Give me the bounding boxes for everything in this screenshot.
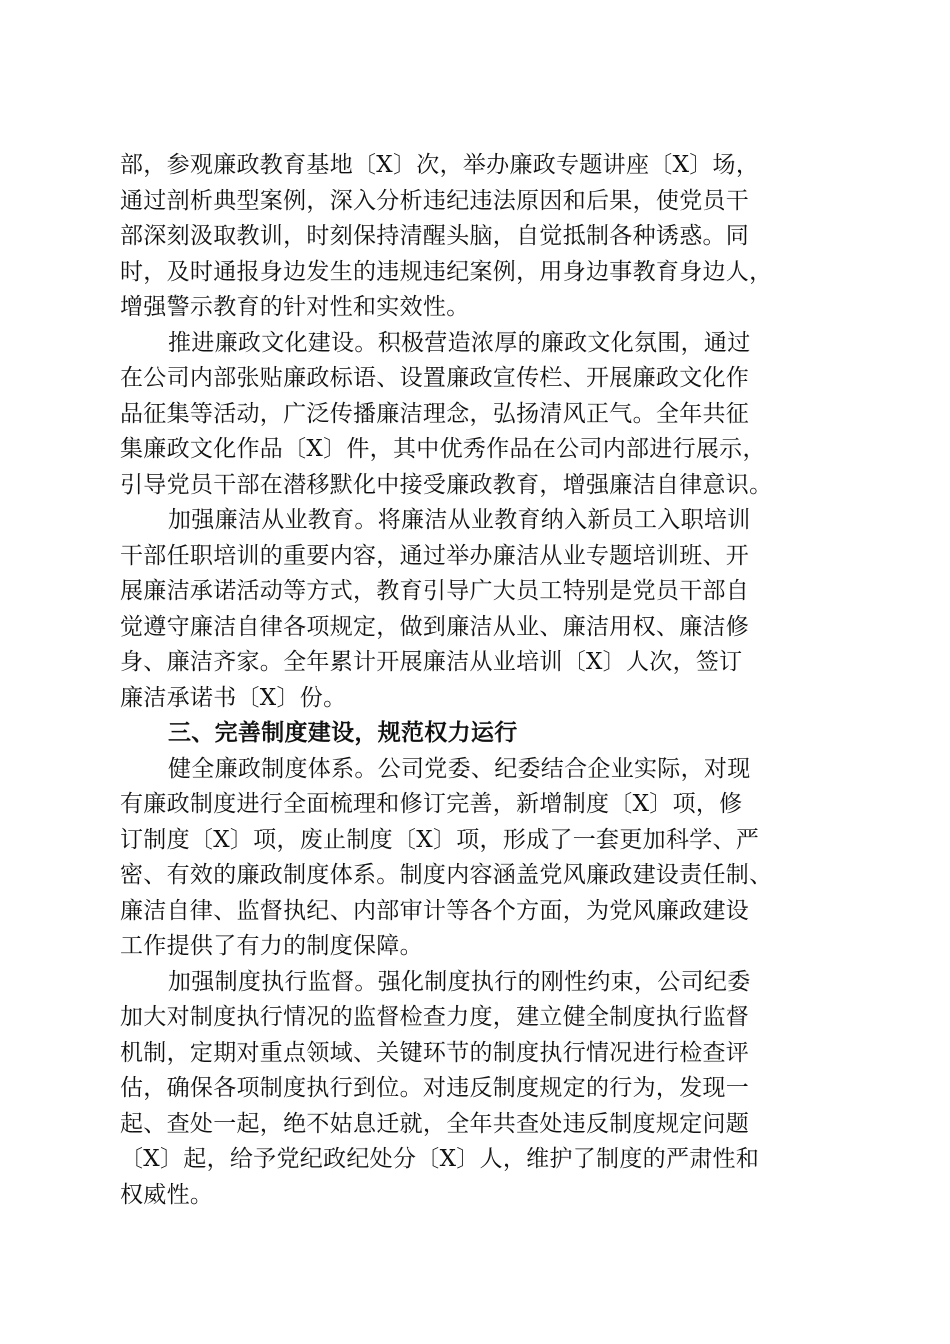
paragraph-line: 增强警示教育的针对性和实效性。 [120, 294, 470, 320]
paragraph-line: 部，参观廉政教育基地〔X〕次，举办廉政专题讲座〔X〕场， [120, 152, 760, 178]
paragraph-line: 品征集等活动，广泛传播廉洁理念，弘扬清风正气。全年共征 [120, 400, 750, 427]
paragraph-line: 集廉政文化作品〔X〕件，其中优秀作品在公司内部进行展示， [120, 436, 766, 462]
paragraph-first-line: 推进廉政文化建设。积极营造浓厚的廉政文化氛围，通过 [168, 329, 751, 356]
paragraph-line: 部深刻汲取教训，时刻保持清醒头脑，自觉抵制各种诱惑。同 [120, 223, 750, 249]
paragraph-line: 订制度〔X〕项，废止制度〔X〕项，形成了一套更加科学、严 [120, 826, 760, 853]
paragraph-line: 通过剖析典型案例，深入分析违纪违法原因和后果，使党员干 [120, 187, 750, 214]
paragraph-line: 时，及时通报身边发生的违规违纪案例，用身边事教育身边人， [120, 258, 773, 285]
paragraph-first-line: 健全廉政制度体系。公司党委、纪委结合企业实际，对现 [168, 755, 751, 782]
paragraph-first-line: 加强廉洁从业教育。将廉洁从业教育纳入新员工入职培训 [168, 507, 751, 533]
paragraph-line: 身、廉洁齐家。全年累计开展廉洁从业培训〔X〕人次，签订 [120, 649, 743, 675]
paragraph-line: 廉洁自律、监督执纪、内部审计等各个方面，为党风廉政建设 [120, 897, 750, 924]
paragraph-line: 起、查处一起，绝不姑息迁就，全年共查处违反制度规定问题 [120, 1110, 750, 1137]
paragraph-line: 廉洁承诺书〔X〕份。 [120, 684, 347, 711]
paragraph-line: 工作提供了有力的制度保障。 [120, 933, 423, 959]
paragraph-line: 机制，定期对重点领域、关键环节的制度执行情况进行检查评 [120, 1039, 750, 1066]
paragraph-line: 有廉政制度进行全面梳理和修订完善，新增制度〔X〕项，修 [120, 791, 743, 817]
paragraph-first-line: 加强制度执行监督。强化制度执行的刚性约束，公司纪委 [168, 968, 751, 995]
paragraph-line: 估，确保各项制度执行到位。对违反制度规定的行为，发现一 [120, 1075, 750, 1101]
paragraph-line: 引导党员干部在潜移默化中接受廉政教育，增强廉洁自律意识。 [120, 471, 773, 498]
section-heading: 三、完善制度建设，规范权力运行 [168, 720, 518, 746]
paragraph-line: 密、有效的廉政制度体系。制度内容涵盖党风廉政建设责任制、 [120, 862, 773, 888]
paragraph-line: 加大对制度执行情况的监督检查力度，建立健全制度执行监督 [120, 1004, 750, 1030]
paragraph-line: 〔X〕起，给予党纪政纪处分〔X〕人，维护了制度的严肃性和 [120, 1146, 760, 1172]
paragraph-line: 干部任职培训的重要内容，通过举办廉洁从业专题培训班、开 [120, 542, 750, 569]
paragraph-line: 在公司内部张贴廉政标语、设置廉政宣传栏、开展廉政文化作 [120, 365, 750, 391]
paragraph-line: 展廉洁承诺活动等方式，教育引导广大员工特别是党员干部自 [120, 578, 750, 604]
paragraph-line: 觉遵守廉洁自律各项规定，做到廉洁从业、廉洁用权、廉洁修 [120, 613, 750, 640]
document-body [120, 148, 832, 1213]
paragraph-line: 权威性。 [120, 1181, 214, 1208]
